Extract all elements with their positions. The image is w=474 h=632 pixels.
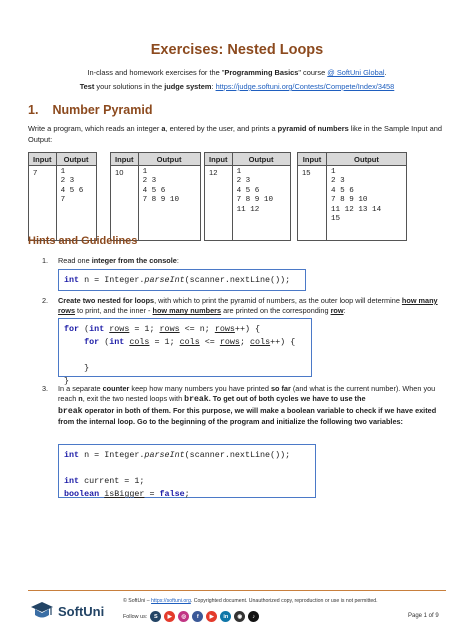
problem-description: Write a program, which reads an integer a, entered by the user, and prints a pyramid of numbers like in the Sample Input and Output: (28, 124, 442, 144)
example-input: 12 (205, 166, 233, 241)
judge-link[interactable]: https://judge.softuni.org/Contests/Compete/Index/3458 (215, 82, 395, 91)
example-input: 10 (111, 166, 139, 241)
linkedin-icon[interactable]: in (220, 611, 231, 622)
footer-divider (28, 590, 446, 591)
hint-step-1: 1. Read one integer from the console: (42, 256, 179, 265)
softuni-icon[interactable]: S (150, 611, 161, 622)
facebook-icon[interactable]: f (192, 611, 203, 622)
softuni-logo: SoftUni (30, 600, 104, 622)
col-input: Input (205, 153, 233, 166)
example-table (110, 152, 201, 241)
example-table (297, 152, 407, 241)
code-snippet: int n = Integer.parseInt(scanner.nextLine()); int current = 1; boolean isBigger = false; (58, 444, 316, 498)
page-number: Page 1 of 9 (408, 613, 439, 619)
col-input: Input (298, 153, 327, 166)
example-output: 1 2 3 4 5 6 7 8 9 10 (138, 166, 200, 241)
judge-line: Test your solutions in the judge system: https://judge.softuni.org/Contests/Compete/Index/3458 (79, 82, 395, 91)
section-heading: 1. Number Pyramid (28, 103, 153, 117)
hint-step-2: 2. Create two nested for loops, with which to print the pyramid of numbers, as the outer loop will determine how many rows to print, and the inner - how many numbers are printed on the corresponding row: (42, 296, 438, 316)
example-input: 7 (29, 166, 57, 241)
youtube-icon[interactable]: ▶ (164, 611, 175, 622)
graduation-cap-icon (30, 600, 54, 622)
intro-line: In-class and homework exercises for the "Programming Basics" course @ SoftUni Global. (87, 68, 387, 77)
example-table (28, 152, 97, 241)
copyright-text: © SoftUni – https://softuni.org. Copyrighted document. Unauthorized copy, reproduction or use is not permitted. (123, 598, 378, 604)
social-links: Follow us: S ▶ ◎ f ▶ in ◉ ♪ (123, 611, 259, 622)
example-table (204, 152, 291, 241)
code-snippet: for (int rows = 1; rows <= n; rows++) { for (int cols = 1; cols <= rows; cols++) { } } (58, 318, 312, 377)
example-input: 15 (298, 166, 327, 241)
col-output: Output (232, 153, 290, 166)
code-snippet: int n = Integer.parseInt(scanner.nextLine()); (58, 269, 306, 291)
softuni-global-link[interactable]: @ SoftUni Global (327, 68, 385, 77)
col-output: Output (138, 153, 200, 166)
github-icon[interactable]: ◉ (234, 611, 245, 622)
example-output: 1 2 3 4 5 6 7 8 9 10 11 12 (232, 166, 290, 241)
example-output: 1 2 3 4 5 6 7 8 9 10 11 12 13 14 15 (327, 166, 407, 241)
softuni-link[interactable]: https://softuni.org (151, 598, 191, 604)
hint-step-3: 3. In a separate counter keep how many numbers you have printed so far (and what is the current number). When you reach n, exit the two nested loops with break. To get out of both cycles we have to use the break operator in both of them. For this purpose, we will make a boolean variable to check if we have exited from the internal loop. Go to the beginning of the program and initialize the following two variables: (42, 384, 437, 426)
tiktok-icon[interactable]: ♪ (248, 611, 259, 622)
col-input: Input (29, 153, 57, 166)
col-input: Input (111, 153, 139, 166)
hints-heading: Hints and Guidelines (28, 235, 138, 247)
youtube-icon[interactable]: ▶ (206, 611, 217, 622)
instagram-icon[interactable]: ◎ (178, 611, 189, 622)
col-output: Output (327, 153, 407, 166)
col-output: Output (56, 153, 96, 166)
page-title: Exercises: Nested Loops (150, 42, 324, 58)
example-output: 1 2 3 4 5 6 7 (56, 166, 96, 241)
